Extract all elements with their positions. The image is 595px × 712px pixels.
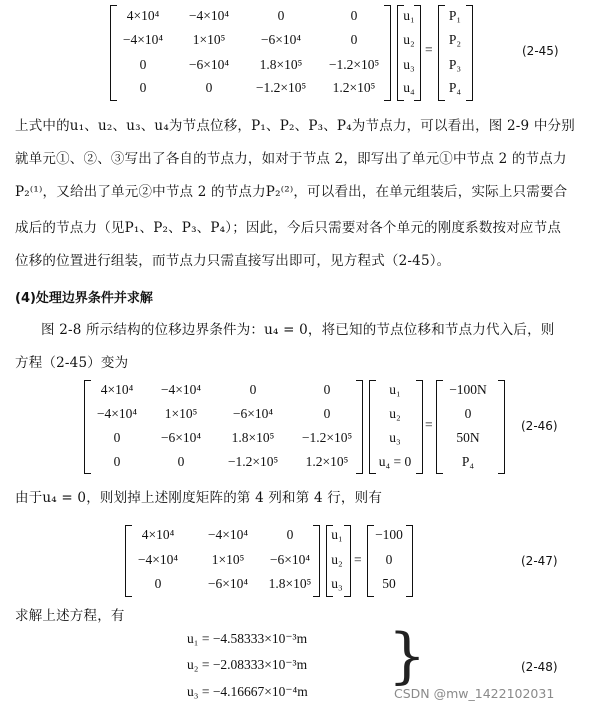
matrix-cell: −4×10⁴ — [188, 8, 230, 23]
matrix-cell: −4×10⁴ — [137, 552, 179, 567]
matrix-cell: −4×10⁴ — [96, 406, 138, 421]
matrix-cell: 0 — [323, 382, 331, 397]
vector-entry: u₃ — [331, 576, 343, 591]
equals-sign: = — [425, 42, 433, 57]
matrix-cell: 1×10⁵ — [164, 406, 198, 421]
vector-entry: −100N — [449, 382, 487, 397]
matrix-cell: 0 — [249, 382, 257, 397]
matrix-cell: 1.8×10⁵ — [259, 57, 303, 72]
matrix-cell: −6×10⁴ — [269, 552, 311, 567]
vector-entry: 0 — [464, 406, 472, 421]
p-vector-bracket-left — [438, 5, 445, 101]
matrix-cell: 1.8×10⁵ — [268, 576, 312, 591]
matrix-cell: −4×10⁴ — [122, 32, 164, 47]
vector-entry: −100 — [375, 527, 403, 542]
u-vector-bracket-right — [414, 5, 421, 101]
matrix-cell: 4×10⁴ — [141, 527, 175, 542]
equation-number: (2-46) — [521, 419, 558, 433]
vector-entry: P₃ — [448, 57, 462, 72]
matrix-cell: −1.2×10⁵ — [328, 57, 380, 72]
matrix-cell: 1×10⁵ — [192, 32, 226, 47]
matrix-bracket-left — [125, 525, 132, 597]
p-vector-bracket-right — [466, 5, 473, 101]
matrix-bracket-right — [356, 380, 363, 474]
vector-entry: u₁ — [403, 8, 415, 23]
matrix-bracket-left — [84, 380, 91, 474]
matrix-cell: 1×10⁵ — [211, 552, 245, 567]
paragraph-line: 求解上述方程，有 — [15, 608, 125, 624]
vector-entry: u₁ — [389, 382, 401, 397]
u-vector-bracket-right — [416, 380, 423, 474]
vector-entry: u₂ — [331, 552, 343, 567]
matrix-cell: −1.2×10⁵ — [255, 80, 307, 95]
matrix-cell: −6×10⁴ — [260, 32, 302, 47]
equals-sign: = — [425, 417, 433, 432]
matrix-bracket-right — [313, 525, 320, 597]
matrix-cell: 0 — [350, 8, 358, 23]
matrix-cell: −6×10⁴ — [188, 57, 230, 72]
matrix-cell: 0 — [113, 454, 121, 469]
vector-entry: P₄ — [448, 80, 462, 95]
matrix-cell: −6×10⁴ — [207, 576, 249, 591]
section-heading: (4)处理边界条件并求解 — [15, 291, 153, 306]
paragraph-line: 方程（2-45）变为 — [15, 355, 129, 371]
matrix-cell: 0 — [350, 32, 358, 47]
vector-entry: u₂ — [389, 406, 401, 421]
matrix-cell: 0 — [139, 80, 147, 95]
matrix-cell: 4×10⁴ — [100, 382, 134, 397]
matrix-cell: 1.2×10⁵ — [305, 454, 349, 469]
paragraph-line: 图 2-8 所示结构的位移边界条件为：u₄ = 0，将已知的节点位移和节点力代入后，则 — [41, 322, 555, 338]
matrix-cell: 0 — [177, 454, 185, 469]
solution-line: u₂ = −2.08333×10⁻³m — [187, 657, 308, 672]
matrix-bracket-right — [384, 5, 391, 101]
paragraph-line: P₂⁽¹⁾，又给出了单元②中节点 2 的节点力P₂⁽²⁾，可以看出，在单元组装后，实际上只需要合 — [15, 184, 568, 200]
matrix-cell: −4×10⁴ — [207, 527, 249, 542]
vector-entry: u₁ — [331, 527, 343, 542]
solution-line: u₃ = −4.16667×10⁻⁴m — [187, 684, 308, 699]
vector-entry: P₄ — [461, 454, 475, 469]
paragraph-line: 上式中的u₁、u₂、u₃、u₄为节点位移，P₁、P₂、P₃、P₄为节点力，可以看出，图 2-9 中分别 — [15, 118, 575, 134]
vector-entry: u₄ — [403, 80, 415, 95]
matrix-bracket-left — [110, 5, 117, 101]
vector-entry: P₂ — [448, 32, 462, 47]
matrix-cell: 1.2×10⁵ — [332, 80, 376, 95]
matrix-cell: 0 — [205, 80, 213, 95]
matrix-cell: 0 — [323, 406, 331, 421]
matrix-cell: 0 — [277, 8, 285, 23]
vector-entry: 50 — [382, 576, 396, 591]
matrix-cell: 1.8×10⁵ — [231, 430, 275, 445]
matrix-cell: −6×10⁴ — [160, 430, 202, 445]
right-brace: } — [388, 621, 427, 691]
matrix-cell: 0 — [113, 430, 121, 445]
paragraph-line: 位移的位置进行组装，而节点力只需直接写出即可，见方程式（2-45）。 — [15, 253, 451, 269]
vector-entry: P₁ — [448, 8, 462, 23]
u-vector-bracket-left — [369, 380, 376, 474]
vector-entry: u₃ — [403, 57, 415, 72]
watermark: CSDN @mw_1422102031 — [394, 686, 555, 701]
matrix-cell: 0 — [154, 576, 162, 591]
matrix-cell: 4×10⁴ — [126, 8, 160, 23]
solution-line: u₁ = −4.58333×10⁻³m — [187, 631, 308, 646]
paragraph-line: 由于u₄ = 0，则划掉上述刚度矩阵的第 4 列和第 4 行，则有 — [15, 490, 383, 506]
paragraph-line: 就单元①、②、③写出了各自的节点力，如对于节点 2，即写出了单元①中节点 2 的节点力 — [15, 151, 567, 167]
vector-entry: 0 — [385, 552, 393, 567]
paragraph-line: 成后的节点力（见P₁、P₂、P₃、P₄）；因此，今后只需要对各个单元的刚度系数按对应节点 — [15, 220, 562, 236]
matrix-cell: −1.2×10⁵ — [227, 454, 279, 469]
equals-sign: = — [354, 552, 362, 567]
p-vector-bracket-left — [436, 380, 443, 474]
equation-number: (2-47) — [521, 554, 558, 568]
p-vector-bracket-right — [406, 525, 413, 597]
u-vector-bracket-right — [344, 525, 351, 597]
vector-entry: u₄ = 0 — [378, 454, 412, 469]
equation-number: (2-48) — [521, 660, 558, 674]
matrix-cell: −6×10⁴ — [232, 406, 274, 421]
p-vector-bracket-right — [498, 380, 505, 474]
vector-entry: u₂ — [403, 32, 415, 47]
equation-number: (2-45) — [522, 44, 559, 58]
matrix-cell: −4×10⁴ — [160, 382, 202, 397]
vector-entry: u₃ — [389, 430, 401, 445]
matrix-cell: 0 — [286, 527, 294, 542]
matrix-cell: 0 — [139, 57, 147, 72]
vector-entry: 50N — [456, 430, 480, 445]
matrix-cell: −1.2×10⁵ — [301, 430, 353, 445]
p-vector-bracket-left — [367, 525, 374, 597]
